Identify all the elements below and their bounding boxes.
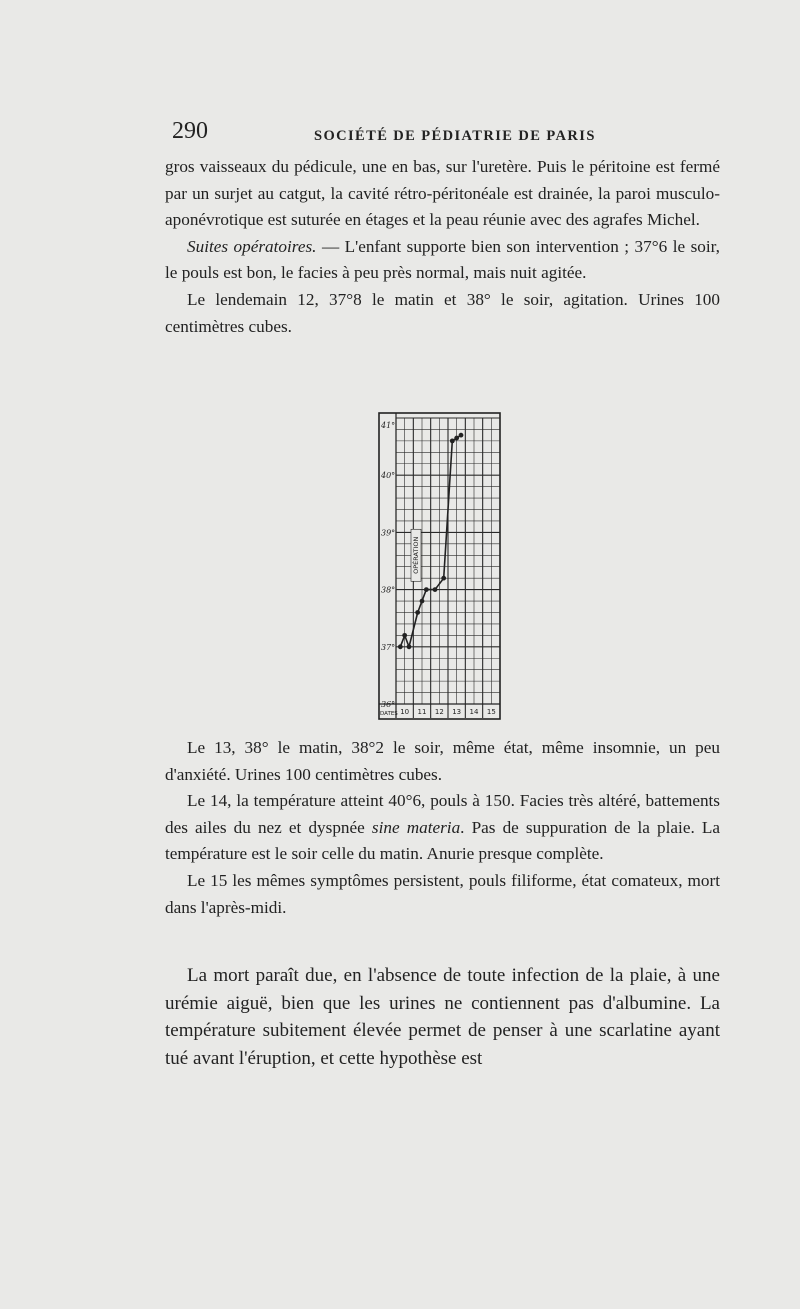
page-header: [172, 118, 717, 148]
paragraph-suites: [165, 234, 720, 287]
y-tick-label: 37°: [381, 642, 396, 652]
suites-label: Suites opératoires.: [187, 236, 317, 256]
x-tick-label: 11: [417, 708, 427, 716]
suites-text: — L'enfant supporte bien son intervention ; 37°6 le soir, le pouls est bon, le facies à peu près normal, mais nuit agitée.: [165, 236, 720, 283]
temperature-point: [454, 436, 459, 441]
paragraph-lendemain: Le lendemain 12, 37°8 le matin et 38° le soir, agitation. Urines 100 centimètres cubes.: [165, 289, 720, 336]
paragraph-14-before: Le 14, la température atteint 40°6, pouls à 150. Facies très altéré, battements des ailes du nez et dyspnée: [165, 791, 720, 837]
y-tick-label: 41°: [381, 421, 396, 430]
text-block-top: [165, 154, 720, 340]
annotation-operation: OPÉRATION: [412, 536, 420, 574]
paragraph-13: Le 13, 38° le matin, 38°2 le soir, même état, même insomnie, un peu d'anxiété. Urines 100 centimètres cubes.: [165, 738, 720, 784]
x-axis-label: DATES: [380, 711, 398, 717]
paragraph-14: [165, 788, 720, 868]
x-tick-label: 15: [486, 708, 496, 716]
paragraph-14-italic: sine materia: [371, 817, 461, 837]
page-number: 290: [172, 118, 208, 144]
temperature-point: [402, 633, 407, 638]
x-tick-label: 13: [452, 708, 462, 716]
temperature-point: [450, 438, 455, 443]
paragraph-final: La mort paraît due, en l'absence de toute infection de la plaie, à une urémie aiguë, bien que les urines ne contiennent pas d'albumine. La température subitement élevée permet de penser à une scarlatine ayant tué avant l'éruption, et cette hypothèse est: [165, 965, 720, 1069]
temperature-point: [407, 644, 412, 649]
text-block-bottom: [165, 962, 720, 1072]
y-tick-label: 39°: [381, 528, 396, 538]
y-tick-label: 40°: [381, 471, 396, 481]
temperature-point: [415, 610, 420, 615]
y-tick-label: 38°: [381, 585, 396, 595]
running-title: SOCIÉTÉ DE PÉDIATRIE DE PARIS: [314, 128, 596, 144]
temperature-point: [433, 587, 438, 592]
temperature-chart: [378, 412, 502, 724]
text-block-middle: [165, 735, 720, 921]
y-tick-label: 36°: [381, 700, 396, 709]
x-tick-label: 12: [434, 708, 444, 716]
paragraph-15: Le 15 les mêmes symptômes persistent, pouls filiforme, état comateux, mort dans l'après-midi.: [165, 870, 720, 917]
temperature-point: [441, 576, 446, 581]
paragraph-14-after: . Pas de suppuration de la plaie. La température est le soir celle du matin. Anurie presque complète.: [165, 817, 721, 864]
temperature-point: [459, 433, 464, 438]
temperature-point: [424, 587, 429, 592]
temperature-point: [420, 599, 425, 604]
temperature-point: [398, 644, 403, 649]
x-tick-label: 14: [469, 708, 479, 716]
x-tick-label: 10: [400, 708, 410, 716]
paragraph-pedicule: gros vaisseaux du pédicule, une en bas, sur l'uretère. Puis le péritoine est fermé par un surjet au catgut, la cavité rétro-péritonéale est drainée, la paroi musculo-aponévrotique est suturée en étages et la peau réunie avec des agrafes Michel.: [165, 157, 720, 230]
